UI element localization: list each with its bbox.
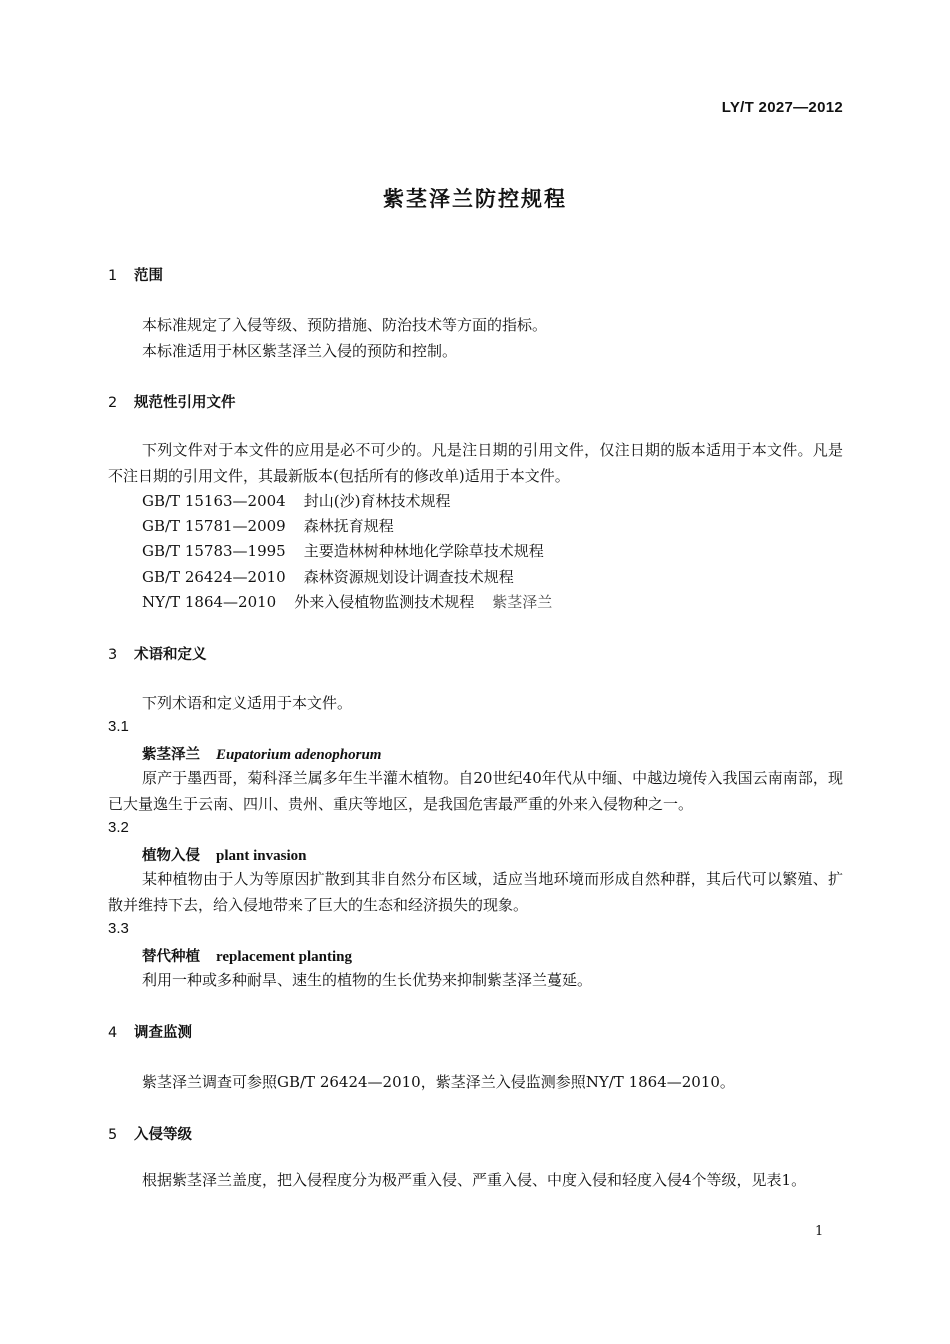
section-number: 3 (108, 647, 118, 663)
section-4-heading (108, 1021, 192, 1042)
term-definition: 原产于墨西哥，菊科泽兰属多年生半灌木植物。自20世纪40年代从中缅、中越边境传入我国云南南部，现已大量逸生于云南、四川、贵州、重庆等地区，是我国危害最严重的外来入侵物种之一。 (108, 769, 843, 813)
reference-code: NY/T 1864—2010 (142, 593, 277, 611)
section-1-heading (108, 264, 163, 285)
page-number: 1 (815, 1224, 824, 1239)
section-title: 术语和定义 (134, 647, 207, 663)
paragraph: 紫茎泽兰调查可参照GB/T 26424—2010，紫茎泽兰入侵监测参照NY/T 1864—2010。 (142, 1073, 735, 1091)
term-english: Eupatorium adenophorum (216, 747, 382, 763)
term-chinese: 替代种植 (142, 949, 200, 965)
term-definition: 某种植物由于人为等原因扩散到其非自然分布区域，适应当地环境而形成自然种群，其后代可以繁殖、扩散并维持下去，给入侵地带来了巨大的生态和经济损失的现象。 (108, 870, 843, 914)
term-number: 3.1 (108, 718, 129, 735)
section-3-heading (108, 643, 207, 664)
paragraph: 下列术语和定义适用于本文件。 (142, 694, 353, 712)
term-number: 3.2 (108, 819, 129, 836)
section-title: 范围 (134, 268, 163, 284)
document-title: 紫茎泽兰防控规程 (383, 187, 567, 211)
term-definition: 利用一种或多种耐旱、速生的植物的生长优势来抑制紫茎泽兰蔓延。 (142, 971, 593, 989)
section-title: 调查监测 (134, 1025, 192, 1041)
reference-code: GB/T 15781—2009 (142, 517, 286, 535)
section-number: 2 (108, 395, 118, 411)
paragraph: 下列文件对于本文件的应用是必不可少的。凡是注日期的引用文件，仅注日期的版本适用于本文件。凡是不注日期的引用文件，其最新版本(包括所有的修改单)适用于本文件。 (108, 441, 843, 485)
section-number: 4 (108, 1025, 118, 1041)
reference-code: GB/T 15163—2004 (142, 492, 286, 510)
reference-code: GB/T 26424—2010 (142, 568, 286, 586)
term-chinese: 植物入侵 (142, 848, 200, 864)
reference-name: 森林资源规划设计调查技术规程 (303, 568, 514, 586)
term-heading (142, 844, 306, 865)
paragraph: 根据紫茎泽兰盖度，把入侵程度分为极严重入侵、严重入侵、中度入侵和轻度入侵4个等级，见表1。 (142, 1171, 807, 1189)
standard-code: LY/T 2027—2012 (721, 99, 843, 116)
term-english: plant invasion (216, 848, 307, 864)
term-english: replacement planting (216, 949, 352, 965)
term-heading (142, 743, 381, 764)
reference-item (142, 490, 450, 511)
reference-item (142, 540, 544, 561)
term-chinese: 紫茎泽兰 (142, 747, 200, 763)
reference-item (142, 591, 552, 612)
reference-subtitle: 紫茎泽兰 (492, 593, 553, 611)
reference-name: 森林抚育规程 (303, 517, 394, 535)
paragraph: 本标准规定了入侵等级、预防措施、防治技术等方面的指标。 (142, 316, 548, 334)
paragraph: 本标准适用于林区紫茎泽兰入侵的预防和控制。 (142, 342, 458, 360)
reference-name: 外来入侵植物监测技术规程 (294, 593, 475, 611)
section-title: 入侵等级 (134, 1127, 192, 1143)
reference-name: 主要造林树种林地化学除草技术规程 (303, 542, 544, 560)
section-title: 规范性引用文件 (134, 395, 236, 411)
term-heading (142, 945, 352, 966)
section-2-heading (108, 391, 236, 412)
reference-item (142, 566, 514, 587)
reference-code: GB/T 15783—1995 (142, 542, 286, 560)
term-number: 3.3 (108, 920, 129, 937)
reference-name: 封山(沙)育林技术规程 (303, 492, 451, 510)
section-5-heading (108, 1123, 192, 1144)
reference-item (142, 515, 394, 536)
section-number: 1 (108, 268, 118, 284)
section-number: 5 (108, 1127, 118, 1143)
